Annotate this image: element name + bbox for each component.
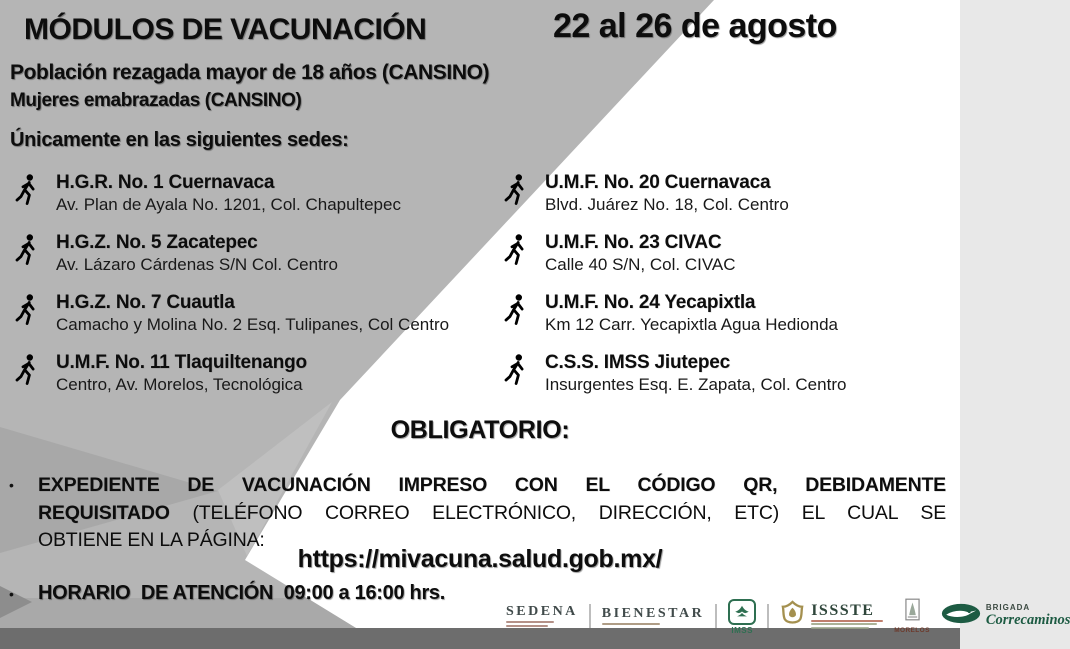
sede-text [56, 292, 449, 336]
sede-name: H.G.Z. No. 5 Zacatepec [56, 232, 258, 253]
sede-text [56, 232, 338, 276]
sede-address: Km 12 Carr. Yecapixtla Agua Hedionda [545, 315, 838, 334]
issste-subtext-line [811, 620, 883, 622]
requirement-line-2-rest: (TELÉFONO CORREO ELECTRÓNICO, DIRECCIÓN, ETC) EL CUAL SE [192, 501, 946, 524]
sede-item [14, 232, 494, 276]
sede-name: U.M.F. No. 23 CIVAC [545, 232, 722, 253]
sedes-column-left [14, 172, 494, 396]
bienestar-subtext-line [602, 623, 660, 625]
walking-person-icon [14, 234, 40, 270]
sede-item [503, 292, 953, 336]
issste-text-block [811, 603, 883, 629]
sede-text [545, 232, 736, 276]
morelos-logo [894, 598, 930, 634]
sedena-wordmark: SEDENA [506, 604, 578, 619]
brigada-correcaminos-logo [941, 603, 1070, 629]
issste-logo [780, 600, 883, 632]
walking-person-icon [14, 294, 40, 330]
sede-address: Calle 40 S/N, Col. CIVAC [545, 255, 736, 274]
vaccination-url: https://mivacuna.salud.gob.mx/ [297, 545, 663, 573]
imss-eagle-icon [728, 599, 756, 625]
requirement-paragraph [38, 472, 946, 555]
sede-text [545, 352, 846, 396]
sedena-subtext-line [506, 625, 548, 627]
brigada-label: BRIGADA [985, 603, 1031, 613]
morelos-emblem-icon [905, 598, 920, 626]
morelos-wordmark: MORELOS [894, 627, 930, 634]
correcaminos-label: Correcaminos [985, 612, 1070, 629]
bienestar-wordmark: BIENESTAR [601, 606, 705, 621]
sede-item [503, 172, 953, 216]
sede-item [14, 292, 494, 336]
issste-subtext-line [811, 627, 869, 629]
sede-address: Av. Plan de Ayala No. 1201, Col. Chapultepec [56, 195, 401, 214]
walking-person-icon [503, 294, 529, 330]
sede-name: U.M.F. No. 24 Yecapixtla [545, 292, 756, 313]
bienestar-logo [602, 607, 704, 625]
sede-name: U.M.F. No. 11 Tlaquiltenango [56, 352, 307, 373]
sedes-column-right [503, 172, 953, 396]
divider [715, 604, 717, 628]
footer-logos [506, 599, 1070, 633]
sede-text [545, 172, 789, 216]
issste-wordmark: ISSSTE [811, 602, 875, 620]
date-range: 22 al 26 de agosto [553, 7, 837, 45]
walking-person-icon [14, 354, 40, 390]
sedena-subtext-line [506, 621, 554, 623]
sede-item [14, 172, 494, 216]
imss-logo [728, 599, 756, 635]
audience-line-2: Mujeres emabrazadas (CANSINO) [10, 90, 302, 111]
sede-name: C.S.S. IMSS Jiutepec [545, 352, 730, 373]
sedena-logo [506, 605, 578, 627]
walking-person-icon [503, 354, 529, 390]
requirement-line-2-bold: REQUISITADO [38, 501, 170, 524]
walking-person-icon [503, 234, 529, 270]
issste-subtext-line [811, 623, 877, 625]
sede-item [14, 352, 494, 396]
sede-address: Blvd. Juárez No. 18, Col. Centro [545, 195, 789, 214]
sede-address: Av. Lázaro Cárdenas S/N Col. Centro [56, 255, 338, 274]
sede-name: H.G.R. No. 1 Cuernavaca [56, 172, 275, 193]
sede-address: Camacho y Molina No. 2 Esq. Tulipanes, Col Centro [56, 315, 450, 334]
divider [589, 604, 591, 628]
requirement-line-1: EXPEDIENTE DE VACUNACIÓN IMPRESO CON EL CÓDIGO QR, DEBIDAMENTE [38, 474, 946, 496]
brigada-text-block [986, 604, 1070, 628]
sede-name: H.G.Z. No. 7 Cuautla [56, 292, 235, 313]
walking-person-icon [14, 174, 40, 210]
issste-eagle-icon [780, 600, 805, 632]
sede-item [503, 232, 953, 276]
sede-text [56, 352, 307, 396]
roadrunner-bird-icon [941, 603, 981, 629]
sede-text [545, 292, 838, 336]
sede-name: U.M.F. No. 20 Cuernavaca [545, 172, 771, 193]
imss-wordmark: IMSS [731, 626, 753, 635]
sede-address: Centro, Av. Morelos, Tecnológica [56, 375, 303, 394]
bullet-marker: • [9, 477, 14, 493]
sede-item [503, 352, 953, 396]
audience-line-1: Población rezagada mayor de 18 años (CANSINO) [10, 61, 490, 84]
bullet-marker: • [9, 586, 14, 602]
obligatorio-heading: OBLIGATORIO: [390, 416, 570, 444]
sede-address: Insurgentes Esq. E. Zapata, Col. Centro [545, 375, 847, 394]
divider [767, 604, 769, 628]
requirement-line-3: OBTIENE EN LA PÁGINA: [38, 529, 265, 551]
sedes-heading: Únicamente en las siguientes sedes: [10, 129, 349, 151]
requirement-line-2 [38, 500, 946, 528]
sede-text [56, 172, 401, 216]
walking-person-icon [503, 174, 529, 210]
horario-line: HORARIO DE ATENCIÓN 09:00 a 16:00 hrs. [38, 582, 446, 604]
page-title: MÓDULOS DE VACUNACIÓN [24, 13, 427, 46]
